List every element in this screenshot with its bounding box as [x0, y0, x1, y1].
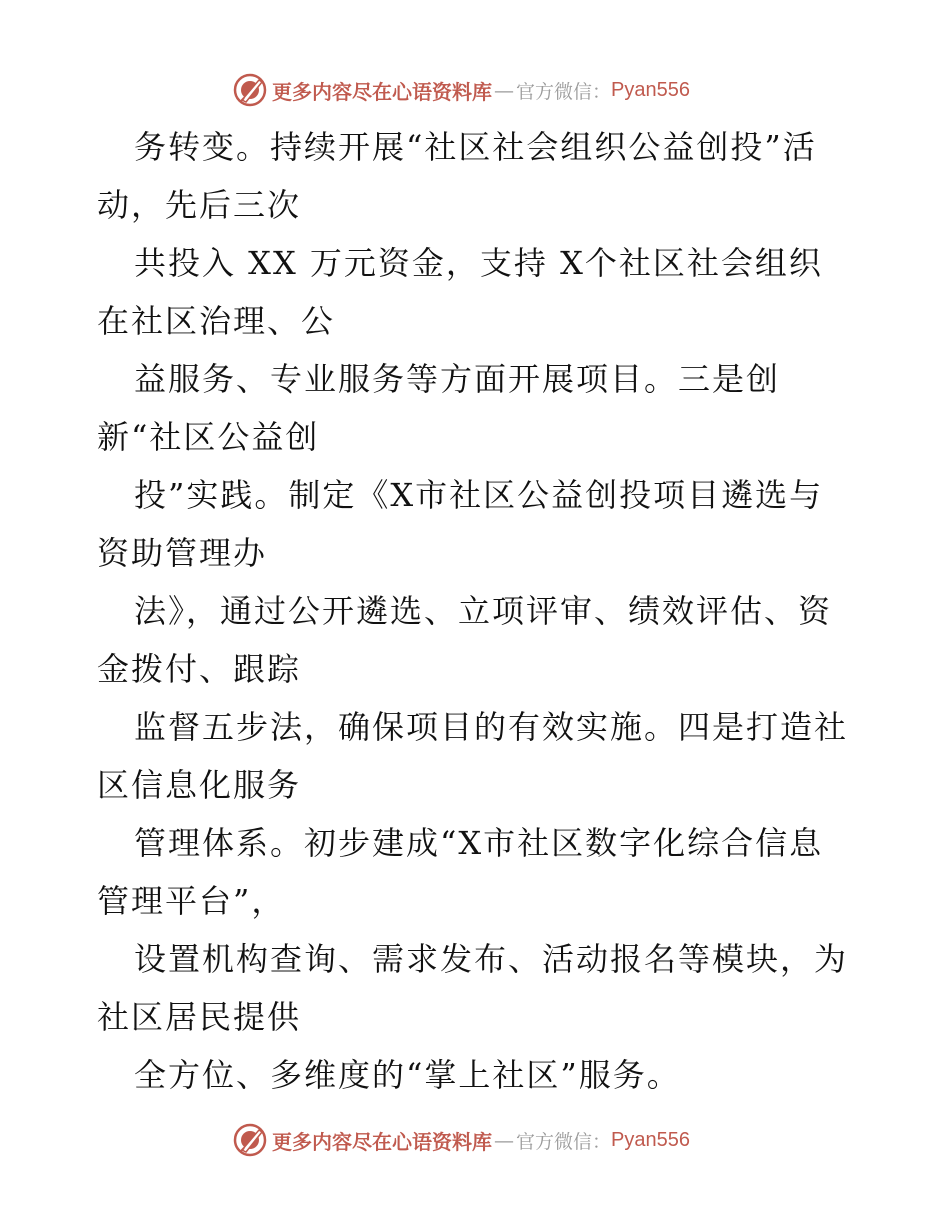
watermark-separator: —	[494, 78, 514, 102]
watermark-brand: 更多内容尽在心语资料库	[272, 79, 492, 104]
text-line: 资助管理办	[97, 534, 268, 572]
watermark-official-label: 官方微信：	[516, 1130, 612, 1153]
footer-watermark	[232, 1120, 690, 1160]
watermark-wechat-id: Pyan556	[611, 1128, 690, 1151]
text-line: 法》，通过公开遴选、立项评审、绩效评估、资	[134, 592, 833, 630]
header-watermark	[232, 70, 690, 110]
text-line: 务转变。持续开展“社区社会组织公益创投”活	[134, 128, 817, 166]
quill-seal-icon	[232, 72, 268, 108]
text-line: 社区居民提供	[97, 998, 302, 1036]
quill-seal-icon	[232, 1122, 268, 1158]
text-line: 动，先后三次	[97, 186, 302, 224]
watermark-brand: 更多内容尽在心语资料库	[272, 1129, 492, 1154]
text-line: 区信息化服务	[97, 766, 302, 804]
text-line: 益服务、专业服务等方面开展项目。三是创	[134, 360, 781, 398]
text-line: 管理体系。初步建成“X市社区数字化综合信息	[134, 824, 824, 862]
text-line: 新“社区公益创	[97, 418, 320, 456]
text-line: 设置机构查询、需求发布、活动报名等模块，为	[134, 940, 849, 978]
text-line: 全方位、多维度的“掌上社区”服务。	[134, 1056, 681, 1094]
text-line: 金拨付、跟踪	[97, 650, 302, 688]
text-line: 管理平台”，	[97, 882, 286, 920]
text-line: 投”实践。制定《X市社区公益创投项目遴选与	[134, 476, 824, 514]
watermark-separator: —	[494, 1128, 514, 1152]
watermark-wechat-id: Pyan556	[611, 78, 690, 101]
text-line: 共投入 XX 万元资金，支持 X个社区社会组织	[134, 244, 823, 282]
text-line: 监督五步法，确保项目的有效实施。四是打造社	[134, 708, 849, 746]
watermark-official-label: 官方微信：	[516, 80, 612, 103]
text-line: 在社区治理、公	[97, 302, 336, 340]
document-body	[0, 118, 950, 1104]
